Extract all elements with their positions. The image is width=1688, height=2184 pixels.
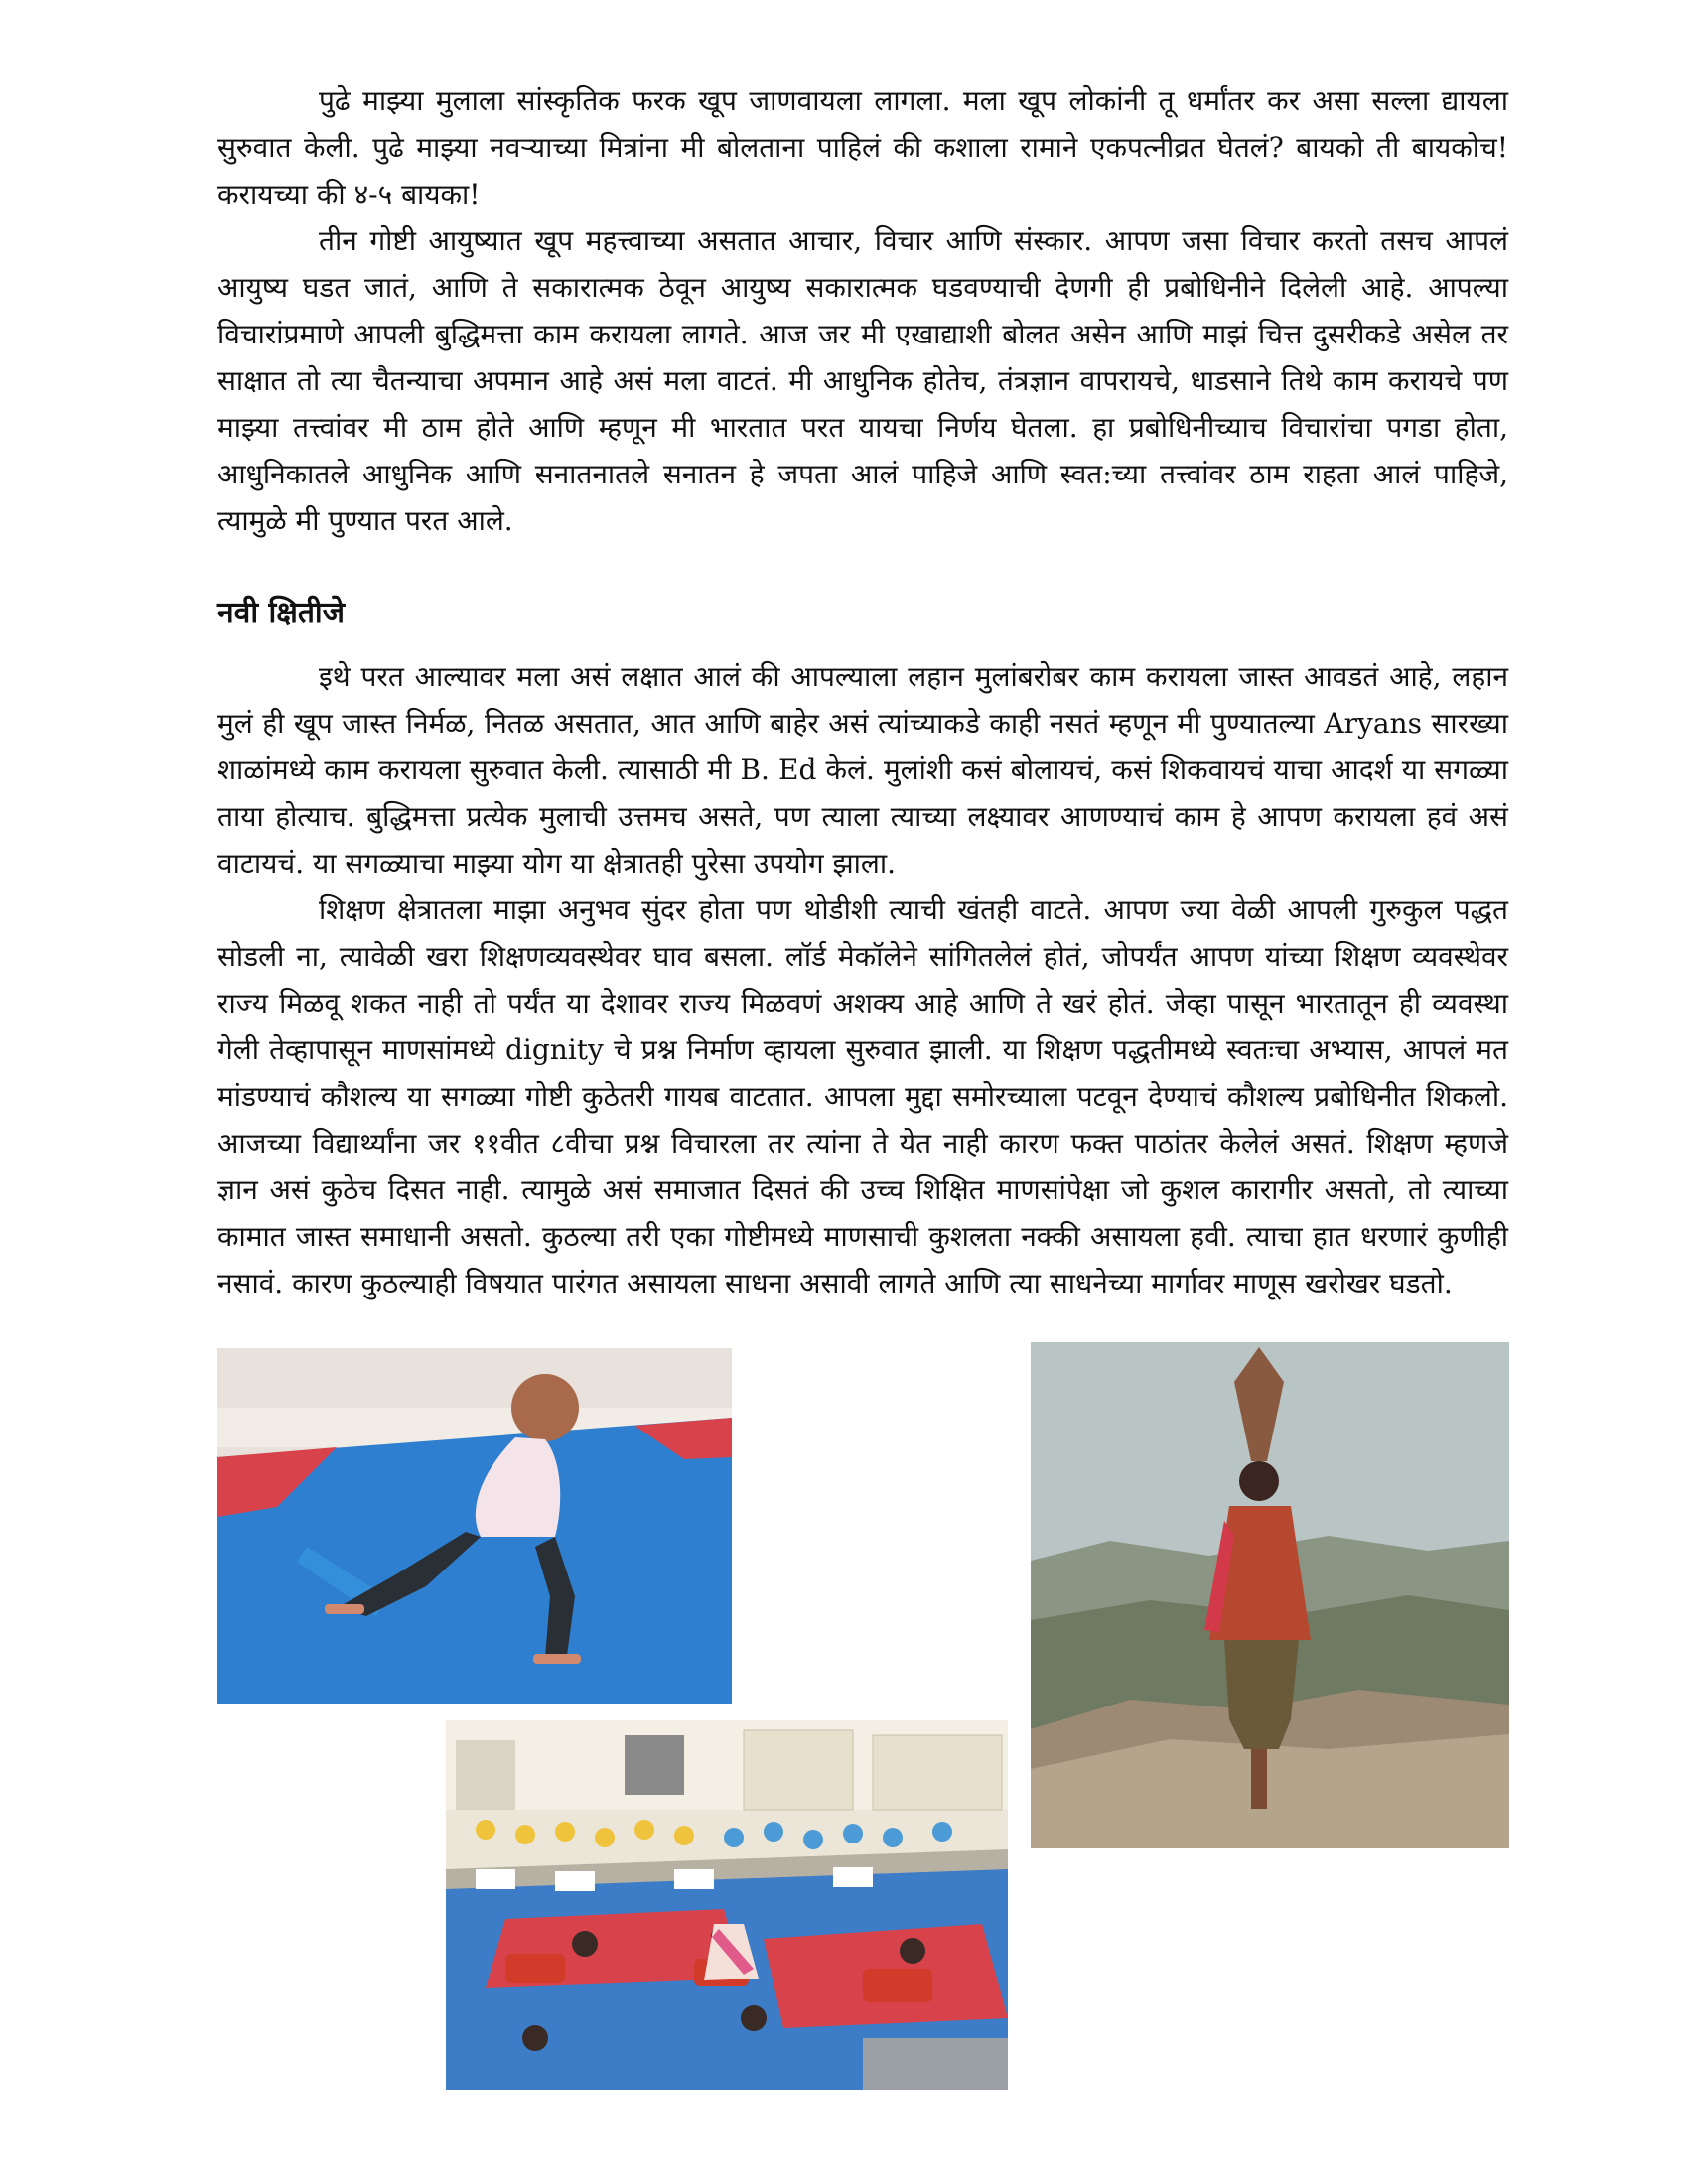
yoga-lunge-photo	[217, 1348, 732, 1704]
tree-pose-hilltop-photo	[1031, 1342, 1509, 1848]
paragraph-working-with-children: इथे परत आल्यावर मला असं लक्षात आलं की आपल्याला लहान मुलांबरोबर काम करायला जास्त आवडतं आहे, लहान मुलं ही खूप जास्त निर्मळ, नितळ असतात, आत आणि बाहेर असं त्यांच्याकडे काही नसतं म्हणून मी पुण्यातल्या Aryans सारख्या शाळांमध्ये काम करायला सुरुवात केली. त्यासाठी मी B. Ed केलं. मुलांशी कसं बोलायचं, कसं शिकवायचं याचा आदर्श या सगळ्या ताया होत्याच. बुद्धिमत्ता प्रत्येक मुलाची उत्तमच असते, पण त्याला त्याच्या लक्ष्यावर आणण्याचं काम हे आपण करायला हवं असं वाटायचं. या सगळ्याचा माझ्या योग या क्षेत्रातही पुरेसा उपयोग झाला.	[217, 660, 1508, 880]
paragraph-conversion-advice: पुढे माझ्या मुलाला सांस्कृतिक फरक खूप जाणवायला लागला. मला खूप लोकांनी तू धर्मांतर कर असा सल्ला द्यायला सुरुवात केली. पुढे माझ्या नवऱ्याच्या मित्रांना मी बोलताना पाहिलं की कशाला रामाने एकपत्नीव्रत घेतलं? बायको ती बायकोच! करायच्या की ४-५ बायका!	[217, 84, 1508, 210]
paragraph-three-values: तीन गोष्टी आयुष्यात खूप महत्त्वाच्या असतात आचार, विचार आणि संस्कार. आपण जसा विचार करतो तसच आपलं आयुष्य घडत जातं, आणि ते सकारात्मक ठेवून आयुष्य सकारात्मक घडवण्याची देणगी ही प्रबोधिनीने दिलेली आहे. आपल्या विचारांप्रमाणे आपली बुद्धिमत्ता काम करायला लागते. आज जर मी एखाद्याशी बोलत असेन आणि माझं चित्त दुसरीकडे असेल तर साक्षात तो त्या चैतन्याचा अपमान आहे असं मला वाटतं. मी आधुनिक होतेच, तंत्रज्ञान वापरायचे, धाडसाने तिथे काम करायचे पण माझ्या तत्त्वांवर मी ठाम होते आणि म्हणून मी भारतात परत यायचा निर्णय घेतला. हा प्रबोधिनीच्याच विचारांचा पगडा होता, आधुनिकातले आधुनिक आणि सनातनातले सनातन हे जपता आलं पाहिजे आणि स्वत:च्या तत्त्वांवर ठाम राहता आलं पाहिजे, त्यामुळे मी पुण्यात परत आले.	[217, 224, 1508, 537]
photo-icon	[446, 1720, 1008, 2090]
section-heading: नवी क्षितीजे	[217, 596, 345, 630]
paragraph-education-system: शिक्षण क्षेत्रातला माझा अनुभव सुंदर होता पण थोडीशी त्याची खंतही वाटते. आपण ज्या वेळी आपली गुरुकुल पद्धत सोडली ना, त्यावेळी खरा शिक्षणव्यवस्थेवर घाव बसला. लॉर्ड मेकॉलेने सांगितलेलं होतं, जोपर्यंत आपण यांच्या शिक्षण व्यवस्थेवर राज्य मिळवू शकत नाही तो पर्यंत या देशावर राज्य मिळवणं अशक्य आहे आणि ते खरं होतं. जेव्हा पासून भारतातून ही व्यवस्था गेली तेव्हापासून माणसांमध्ये dignity चे प्रश्न निर्माण व्हायला सुरुवात झाली. या शिक्षण पद्धतीमध्ये स्वतःचा अभ्यास, आपलं मत मांडण्याचं कौशल्य या सगळ्या गोष्टी कुठेतरी गायब वाटतात. आपला मुद्दा समोरच्याला पटवून देण्याचं कौशल्य प्रबोधिनीत शिकलो. आजच्या विद्यार्थ्यांना जर ११वीत ८वीचा प्रश्न विचारला तर त्यांना ते येत नाही कारण फक्त पाठांतर केलेलं असतं. शिक्षण म्हणजे ज्ञान असं कुठेच दिसत नाही. त्यामुळे असं समाजात दिसतं की उच्च शिक्षित माणसांपेक्षा जो कुशल कारागीर असतो, तो त्याच्या कामात जास्त समाधानी असतो. कुठल्या तरी एका गोष्टीमध्ये माणसाची कुशलता नक्की असायला हवी. त्याचा हात धरणारं कुणीही नसावं. कारण कुठल्याही विषयात पारंगत असायला साधना असावी लागते आणि त्या साधनेच्या मार्गावर माणूस खरोखर घडतो.	[217, 893, 1508, 1299]
article-body	[217, 77, 1508, 1306]
yoga-class-hall-photo	[446, 1720, 1008, 2090]
photo-icon	[217, 1348, 732, 1704]
photo-icon	[1031, 1342, 1509, 1848]
